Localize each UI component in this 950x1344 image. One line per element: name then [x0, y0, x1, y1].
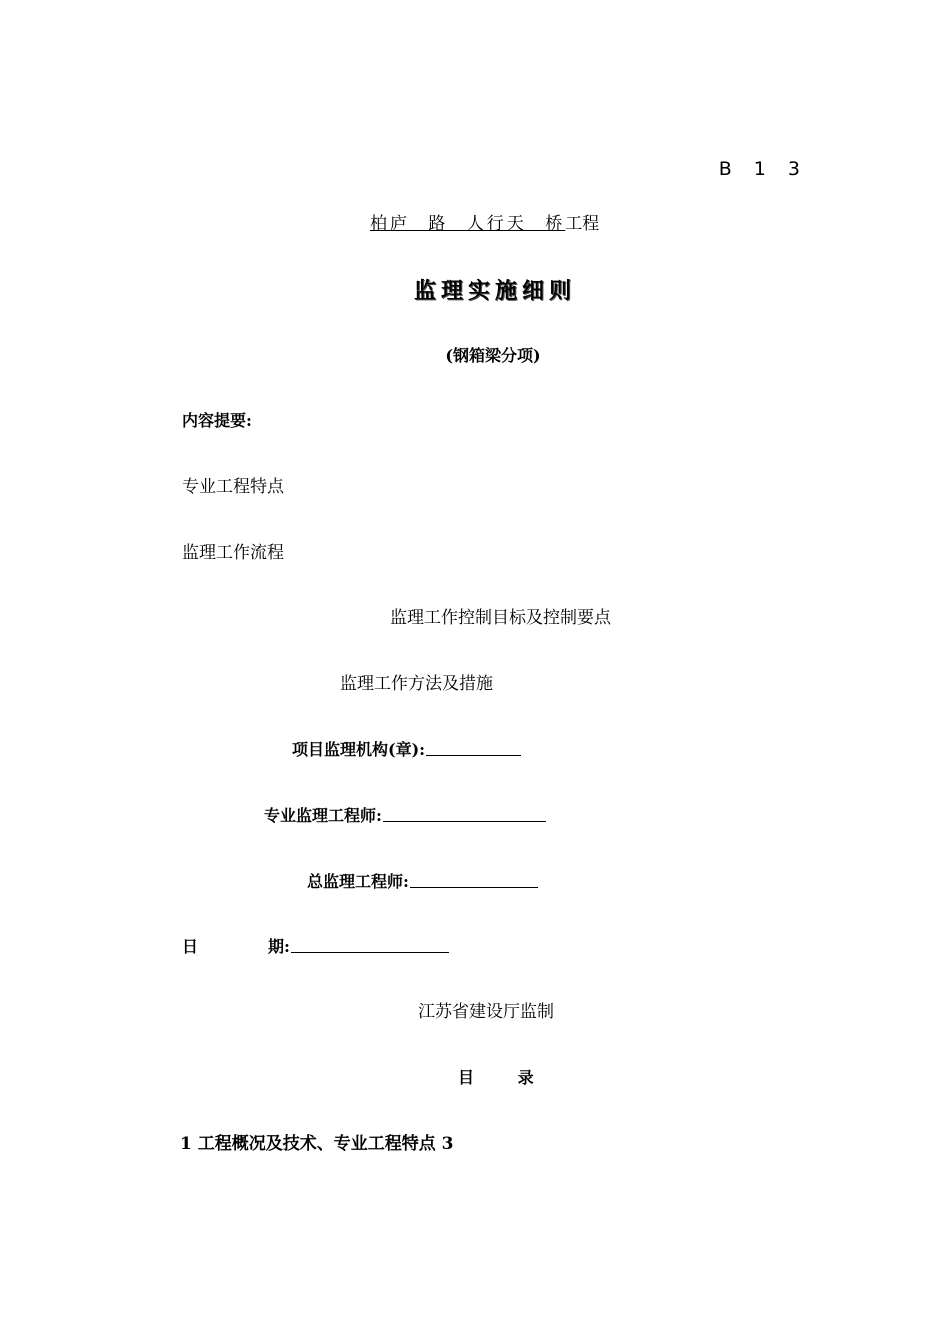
signature-engineer-line [383, 820, 546, 822]
signature-date-label-b: 期: [268, 937, 290, 956]
contents-item-workflow: 监理工作流程 [182, 543, 284, 563]
project-name [370, 216, 599, 233]
signature-date-label-a: 日 [182, 937, 199, 956]
contents-item-methods: 监理工作方法及措施 [340, 674, 493, 694]
project-name-suffix: 工程 [565, 214, 600, 234]
document-code: B 1 3 [718, 158, 808, 180]
document-subtitle: (钢箱梁分项) [445, 346, 541, 365]
signature-engineer-label: 专业监理工程师: [264, 806, 382, 825]
signature-org-field [292, 742, 521, 758]
signature-chief-label: 总监理工程师: [307, 872, 409, 891]
issuer-text: 江苏省建设厅监制 [418, 1002, 554, 1022]
toc-entry[interactable]: 1 工程概况及技术、专业工程特点 3 [180, 1134, 454, 1154]
contents-heading: 内容提要: [182, 411, 252, 430]
signature-date-field [182, 939, 449, 955]
signature-org-line [426, 754, 521, 756]
signature-chief-line [410, 886, 538, 888]
document-title: 监理实施细则 [413, 278, 576, 304]
contents-item-control-targets: 监理工作控制目标及控制要点 [390, 608, 611, 628]
contents-item-specialty: 专业工程特点 [182, 477, 284, 497]
signature-date-line [291, 951, 449, 953]
signature-engineer-field [264, 808, 546, 824]
signature-org-label: 项目监理机构(章): [292, 740, 426, 759]
signature-chief-field [307, 874, 538, 890]
toc-title: 目 录 [458, 1068, 534, 1087]
project-name-underlined: 柏庐 路 人行天 桥 [370, 214, 566, 234]
